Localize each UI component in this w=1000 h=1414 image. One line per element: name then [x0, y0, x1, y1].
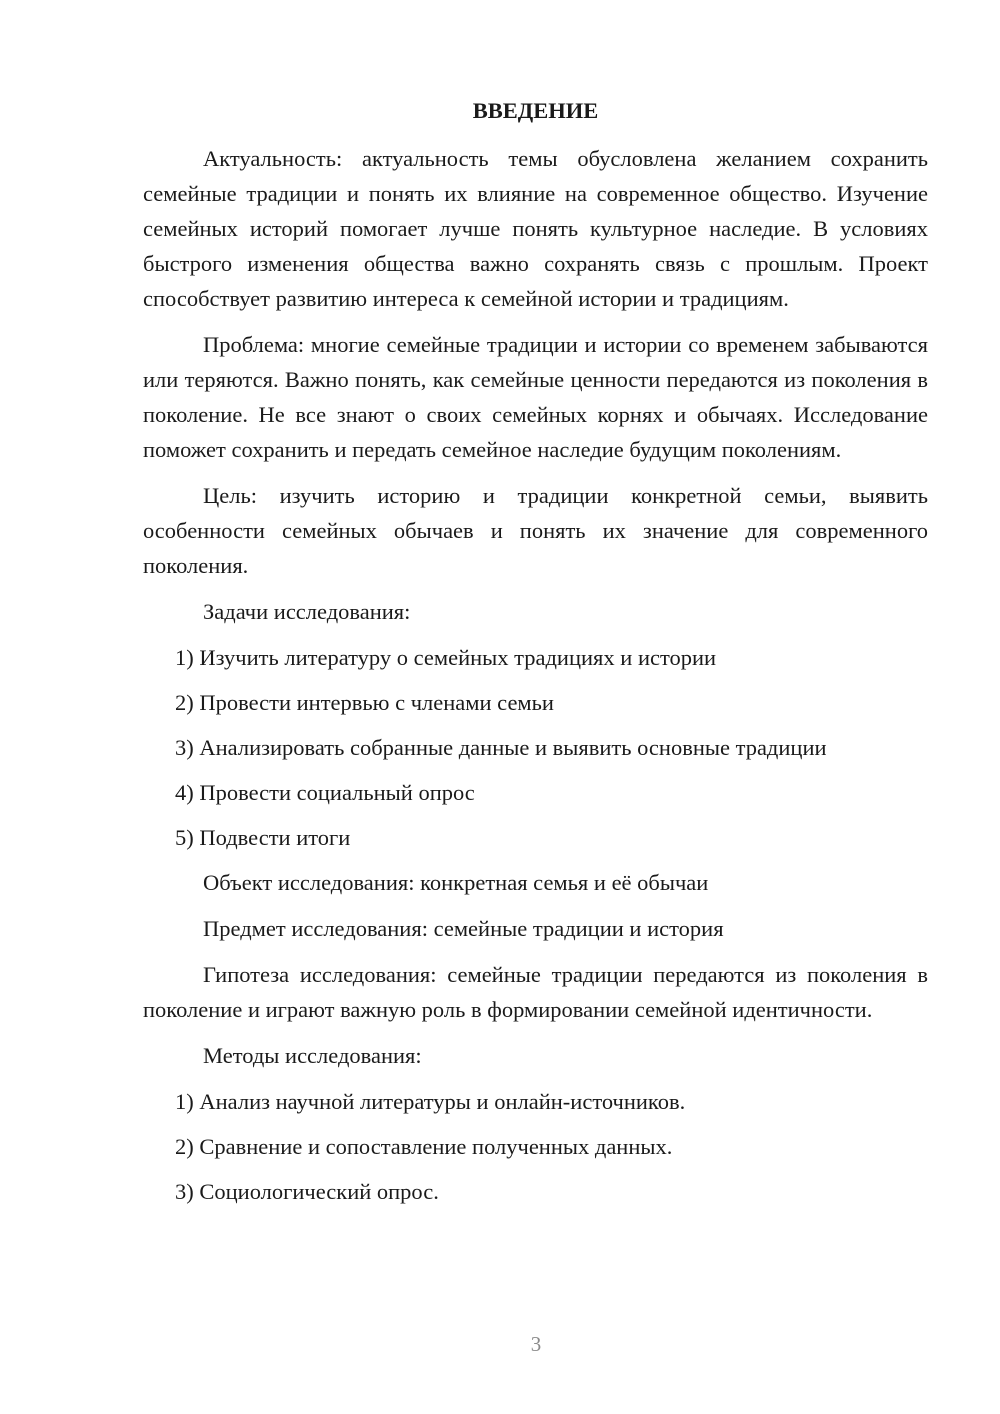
- problem-paragraph: Проблема: многие семейные традиции и истории со временем забываются или теряются. Важно понять, как семейные ценности передаются из поколения в поколение. Не все знают о своих семейных корнях и обычаях. Исследование поможет сохранить и передать семейное наследие будущим поколениям.: [143, 332, 928, 462]
- object-line: Объект исследования: конкретная семья и её обычаи: [203, 870, 709, 895]
- tasks-heading: Задачи исследования:: [203, 599, 411, 624]
- methods-heading: Методы исследования:: [203, 1043, 422, 1068]
- list-item: 2) Сравнение и сопоставление полученных данных.: [175, 1134, 673, 1159]
- list-item: 2) Провести интервью с членами семьи: [175, 690, 554, 715]
- list-item: 1) Анализ научной литературы и онлайн-источников.: [175, 1089, 686, 1114]
- goal-paragraph: Цель: изучить историю и традиции конкретной семьи, выявить особенности семейных обычаев и понять их значение для современного поколения.: [143, 483, 928, 578]
- hypothesis-paragraph: Гипотеза исследования: семейные традиции передаются из поколения в поколение и играют важную роль в формировании семейной идентичности.: [143, 962, 928, 1022]
- page-content: [143, 96, 928, 1219]
- relevance-paragraph: Актуальность: актуальность темы обусловлена желанием сохранить семейные традиции и понять их влияние на современное общество. Изучение семейных историй помогает лучше понять культурное наследие. В условиях быстрого изменения общества важно сохранять связь с прошлым. Проект способствует развитию интереса к семейной истории и традициям.: [143, 146, 928, 311]
- page-number: 3: [530, 1332, 542, 1356]
- list-item: 5) Подвести итоги: [175, 825, 351, 850]
- list-item: 4) Провести социальный опрос: [175, 780, 475, 805]
- subject-line: Предмет исследования: семейные традиции и история: [203, 916, 724, 941]
- list-item: 1) Изучить литературу о семейных традициях и истории: [175, 645, 717, 670]
- methods-list: [143, 1084, 928, 1209]
- list-item: 3) Анализировать собранные данные и выявить основные традиции: [175, 735, 827, 760]
- tasks-list: [143, 640, 928, 855]
- list-item: 3) Социологический опрос.: [175, 1179, 439, 1204]
- page-title: ВВЕДЕНИЕ: [472, 98, 599, 123]
